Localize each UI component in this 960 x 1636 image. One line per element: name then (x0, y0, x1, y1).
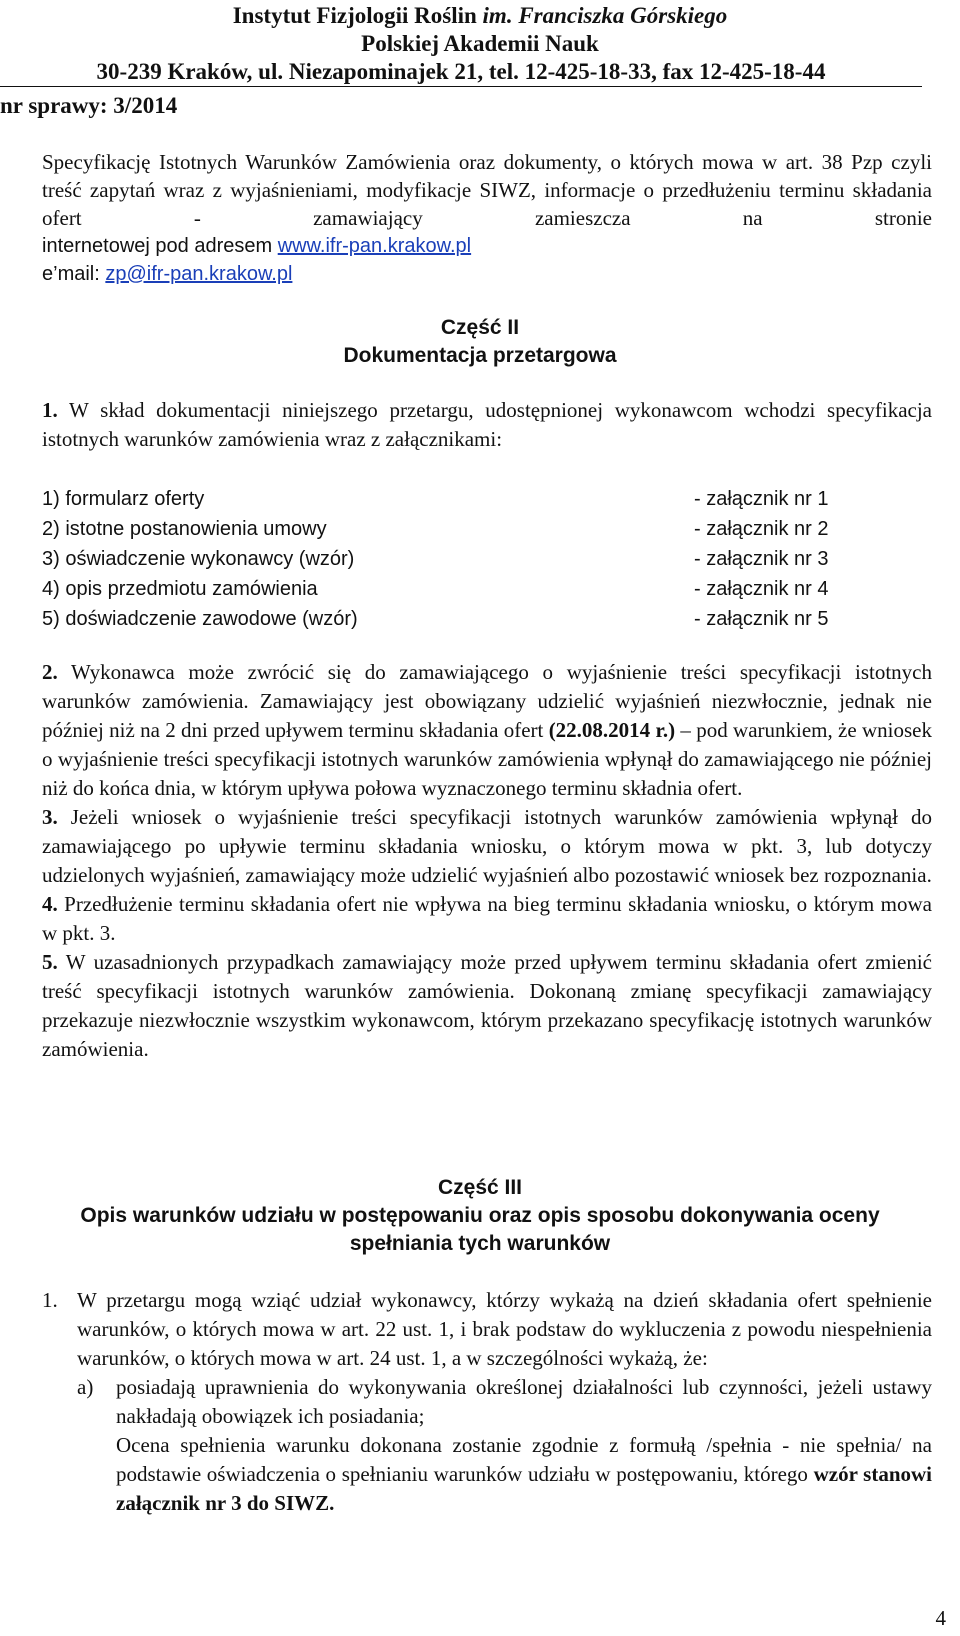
intro-website-line: internetowej pod adresem www.ifr-pan.krakow.pl (42, 235, 472, 257)
email-link[interactable]: zp@ifr-pan.krakow.pl (105, 263, 293, 285)
page-number: 4 (935, 1606, 946, 1630)
header-line-1: Instytut Fizjologii Roślin im. Franciszka Górskiego (232, 3, 728, 28)
part2-title: Część II (440, 316, 520, 339)
part3-title: Część III (437, 1176, 523, 1199)
part2-items-2-5 (42, 658, 932, 1064)
part3-subtitle-2: spełniania tych warunków (349, 1232, 611, 1255)
part3-item-1a-note: Ocena spełnienia warunku dokonana zostanie zgodnie z formułą /spełnia - nie spełnia/ na podstawie oświadczenia o spełnianiu warunków udziału w postępowaniu, którego wzór stanowi załącznik nr 3 do SIWZ. (116, 1433, 932, 1515)
list-item: 1) formularz oferty - załącznik nr 1 (42, 488, 829, 510)
attachments-list (42, 484, 892, 634)
intro-text: Specyfikację Istotnych Warunków Zamówienia oraz dokumenty, o których mowa w art. 38 Pzp czyli treść zapytań wraz z wyjaśnieniami, modyfikacje SIWZ, informacje o przedłużeniu terminu składania ofert - zamawiający zamieszcza na stronie (42, 150, 932, 230)
list-item: 3) oświadczenie wykonawcy (wzór) - załącznik nr 3 (42, 548, 829, 570)
case-number: nr sprawy: 3/2014 (0, 93, 178, 118)
part2-subtitle: Dokumentacja przetargowa (343, 344, 617, 367)
part3-item-1: 1. W przetargu mogą wziąć udział wykonawcy, którzy wykażą na dzień składania ofert spełnienie warunków, o których mowa w art. 22 ust. 1, i brak podstaw do wykluczenia z powodu niespełnienia warunków, o których mowa w art. 24 ust. 1, a w szczególności wykażą, że: a) posiadają uprawnienia do wykonywania określonej działalności lub czynności, jeżeli ustawy nakładają obowiązek ich posiadania; Ocena spełnienia warunku dokonana zostanie zgodnie z formułą /spełnia - nie spełnia/ na podstawie oświadczenia o spełnianiu warunków udziału w postępowaniu, którego wzór stanowi załącznik nr 3 do SIWZ. (42, 1286, 932, 1518)
part2-item-5: 5. W uzasadnionych przypadkach zamawiający może przed upływem terminu składania ofert zmienić treść specyfikacji istotnych warunków zamówienia. Dokonaną zmianę specyfikacji zamawiający przekazuje niezwłocznie wszystkim wykonawcom, którym przekazano specyfikację istotnych warunków zamówienia. (42, 950, 932, 1061)
intro-email-line: e’mail: zp@ifr-pan.krakow.pl (42, 263, 293, 285)
part2-item-2: 2. Wykonawca może zwrócić się do zamawiającego o wyjaśnienie treści specyfikacji istotnych warunków zamówienia. Zamawiający jest obowiązany udzielić wyjaśnień niezwłocznie, jednak nie później niż na 2 dni przed upływem terminu składania ofert (22.08.2014 r.) – pod warunkiem, że wniosek o wyjaśnienie treści specyfikacji istotnych warunków zamówienia wpłynął do zamawiającego nie później niż do końca dnia, w którym upływa połowa wyznaczonego terminu składnia ofert. (42, 660, 932, 800)
part3-subtitle-1: Opis warunków udziału w postępowaniu oraz opis sposobu dokonywania oceny (80, 1204, 880, 1227)
part2-item-1: 1. W skład dokumentacji niniejszego przetargu, udostępnionej wykonawcom wchodzi specyfikacja istotnych warunków zamówienia wraz z załącznikami: (42, 398, 932, 451)
list-item: 5) doświadczenie zawodowe (wzór) - załącznik nr 5 (42, 608, 829, 630)
part2-item-4: 4. Przedłużenie terminu składania ofert nie wpływa na bieg terminu składania wniosku, o którym mowa w pkt. 3. (42, 892, 932, 945)
intro-paragraph (42, 148, 932, 288)
part3-item-1a: a) posiadają uprawnienia do wykonywania określonej działalności lub czynności, jeżeli ustawy nakładają obowiązek ich posiadania; Ocena spełnienia warunku dokonana zostanie zgodnie z formułą /spełnia - nie spełnia/ na podstawie oświadczenia o spełnianiu warunków udziału w postępowaniu, którego wzór stanowi załącznik nr 3 do SIWZ. (77, 1373, 932, 1518)
list-item: 4) opis przedmiotu zamówienia - załącznik nr 4 (42, 578, 829, 600)
website-link[interactable]: www.ifr-pan.krakow.pl (277, 235, 472, 257)
institution-header (0, 2, 960, 87)
header-address: 30-239 Kraków, ul. Niezapominajek 21, tel. 12-425-18-33, fax 12-425-18-44 (0, 58, 922, 87)
part2-item-3: 3. Jeżeli wniosek o wyjaśnienie treści specyfikacji istotnych warunków zamówienia wpłynął do zamawiającego po upływie terminu składania wniosku, o którym mowa w pkt. 3, lub dotyczy udzielonych wyjaśnień, zamawiający może udzielić wyjaśnień albo pozostawić wniosek bez rozpoznania. (42, 805, 932, 887)
header-line-2: Polskiej Akademii Nauk (361, 31, 599, 56)
list-item: 2) istotne postanowienia umowy - załącznik nr 2 (42, 518, 829, 540)
header-patron: im. Franciszka Górskiego (482, 3, 728, 28)
